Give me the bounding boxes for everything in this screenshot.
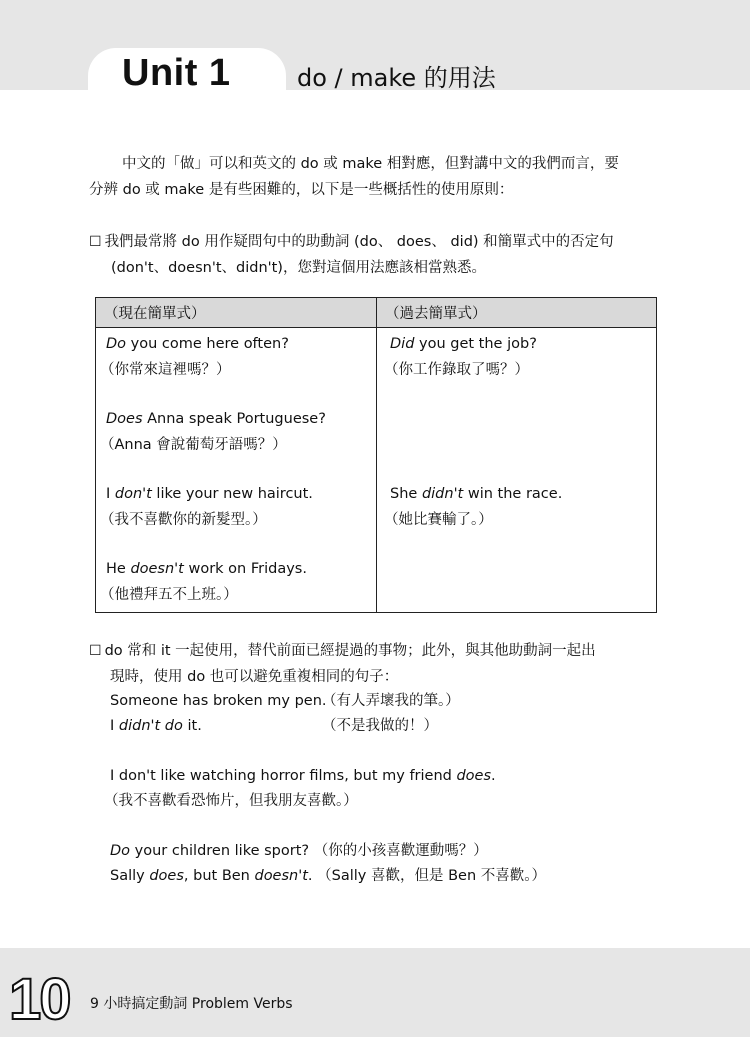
example-2-en: I didn't do it.: [110, 718, 202, 734]
bullet-1: [89, 229, 614, 255]
bullet-1-line-2: (don't、doesn't、didn't)，您對這個用法應該相當熟悉。: [111, 260, 486, 276]
example-2-zh: （不是我做的！）: [322, 718, 438, 734]
checkbox-icon: ☐: [89, 234, 102, 250]
table-row: She didn't win the race. （她比賽輸了。）: [384, 486, 563, 528]
unit-subtitle: do / make 的用法: [297, 64, 496, 92]
table-header-past: （過去簡單式）: [377, 298, 657, 328]
example-3-zh: （我不喜歡看恐怖片，但我朋友喜歡。）: [104, 793, 358, 809]
intro-line-1: 中文的「做」可以和英文的 do 或 make 相對應，但對講中文的我們而言，要: [122, 156, 619, 172]
unit-title: Unit 1: [122, 52, 231, 94]
table-row: I don't like your new haircut. （我不喜歡你的新髮型。）: [100, 486, 313, 528]
bullet-2: [89, 638, 596, 664]
example-1-zh: （有人弄壞我的筆。）: [322, 693, 460, 709]
example-1-en: Someone has broken my pen.: [110, 693, 327, 709]
example-3-en: I don't like watching horror films, but my friend does.: [110, 768, 496, 784]
table-row: Did you get the job? （你工作錄取了嗎？）: [384, 336, 537, 378]
table-row: He doesn't work on Fridays. （他禮拜五不上班。）: [100, 561, 307, 603]
table-row: Does Anna speak Portuguese? （Anna 會說葡萄牙語嗎？）: [100, 411, 326, 453]
checkbox-icon: ☐: [89, 643, 102, 659]
table-row: Do you come here often? （你常來這裡嗎？）: [100, 336, 289, 378]
bullet-2-line-1: do 常和 it 一起使用，替代前面已經提過的事物；此外，與其他助動詞一起出: [104, 643, 596, 659]
page-number: 10: [9, 967, 70, 1032]
example-4: Do your children like sport? （你的小孩喜歡運動嗎？）: [110, 843, 488, 859]
intro-line-2: 分辨 do 或 make 是有些困難的，以下是一些概括性的使用原則：: [89, 182, 514, 198]
example-5: Sally does, but Ben doesn't. （Sally 喜歡，但是 Ben 不喜歡。）: [110, 868, 546, 884]
book-title: 9 小時搞定動詞 Problem Verbs: [90, 996, 293, 1012]
bullet-1-line-1: 我們最常將 do 用作疑問句中的助動詞 (do、 does、 did) 和簡單式中的否定句: [104, 234, 614, 250]
table-header-present: （現在簡單式）: [96, 298, 377, 328]
bullet-2-line-2: 現時，使用 do 也可以避免重複相同的句子：: [110, 669, 399, 685]
